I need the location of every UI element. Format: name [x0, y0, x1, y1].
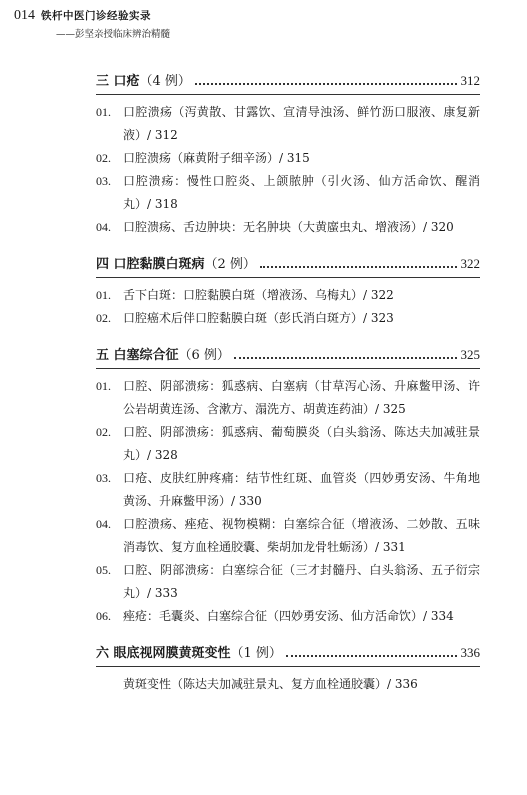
table-of-contents [96, 70, 480, 696]
section-case-count: （1 例） [230, 646, 282, 661]
entry-number: 01. [96, 288, 111, 302]
section-case-count: （4 例） [139, 74, 191, 89]
toc-entry [96, 170, 480, 216]
entry-number: 01. [96, 105, 111, 119]
section-case-count: （6 例） [178, 348, 230, 363]
entry-number: 06. [96, 609, 111, 623]
entry-text: 舌下白斑：口腔黏膜白斑（增液汤、乌梅丸）/ 322 [123, 288, 394, 302]
dot-leader [195, 83, 457, 85]
toc-entry [96, 513, 480, 559]
toc-entry [96, 101, 480, 147]
entry-text: 口腔、阴部溃疡：狐惑病、白塞病（甘草泻心汤、升麻鳖甲汤、许公岩胡黄连汤、含漱方、溻洗方、胡黄连药油）/ 325 [123, 379, 480, 416]
running-header [14, 8, 170, 40]
entry-number: 03. [96, 174, 111, 188]
entry-number: 04. [96, 517, 111, 531]
section-page: 336 [460, 645, 480, 660]
dot-leader [260, 266, 457, 268]
section-heading [96, 70, 480, 95]
entry-number: 02. [96, 311, 111, 325]
toc-entry [96, 375, 480, 421]
entry-text: 口腔溃疡（麻黄附子细辛汤）/ 315 [123, 151, 310, 165]
entry-text: 口腔、阴部溃疡：白塞综合征（三才封髓丹、白头翁汤、五子衍宗丸）/ 333 [123, 563, 480, 600]
section-page: 312 [460, 73, 480, 88]
dot-leader [286, 655, 457, 657]
toc-entry [96, 467, 480, 513]
section-heading [96, 344, 480, 369]
section-case-count: （2 例） [204, 257, 256, 272]
dot-leader [234, 357, 457, 359]
toc-entry [96, 284, 480, 307]
entry-text: 口腔溃疡：慢性口腔炎、上颌脓肿（引火汤、仙方活命饮、醒消丸）/ 318 [123, 174, 480, 211]
entry-number: 02. [96, 151, 111, 165]
toc-entry [96, 673, 480, 696]
section-heading [96, 253, 480, 278]
entry-text: 口腔癌术后伴口腔黏膜白斑（彭氏消白斑方）/ 323 [123, 311, 394, 325]
book-subtitle: ——彭坚亲授临床辨治精髓 [56, 29, 171, 40]
toc-entry [96, 307, 480, 330]
entry-number: 02. [96, 425, 111, 439]
entry-number: 05. [96, 563, 111, 577]
toc-entry [96, 216, 480, 239]
entry-text: 口腔溃疡、舌边肿块：无名肿块（大黄䗪虫丸、增液汤）/ 320 [123, 220, 454, 234]
section-heading [96, 642, 480, 667]
toc-entry [96, 605, 480, 628]
section-page: 325 [460, 347, 480, 362]
section-title: 五 白塞综合征 [96, 348, 179, 363]
page-number: 014 [14, 8, 35, 23]
toc-entry [96, 147, 480, 170]
section-page: 322 [460, 256, 480, 271]
section-title: 四 口腔黏膜白斑病 [96, 257, 205, 272]
entry-number: 04. [96, 220, 111, 234]
entry-number: 03. [96, 471, 111, 485]
entry-text: 口腔溃疡（泻黄散、甘露饮、宣清导浊汤、鲜竹沥口服液、康复新液）/ 312 [123, 105, 480, 142]
entry-text: 口腔溃疡、痤疮、视物模糊：白塞综合征（增液汤、二妙散、五味消毒饮、复方血栓通胶囊、柴胡加龙骨牡蛎汤）/ 331 [123, 517, 480, 554]
entry-text: 黄斑变性（陈达夫加减驻景丸、复方血栓通胶囊）/ 336 [123, 677, 418, 691]
entry-text: 口腔、阴部溃疡：狐惑病、葡萄膜炎（白头翁汤、陈达夫加减驻景丸）/ 328 [123, 425, 480, 462]
book-title: 铁杆中医门诊经验实录 [41, 10, 151, 22]
entry-text: 痤疮：毛囊炎、白塞综合征（四妙勇安汤、仙方活命饮）/ 334 [123, 609, 454, 623]
toc-entry [96, 421, 480, 467]
toc-entry [96, 559, 480, 605]
entry-number: 01. [96, 379, 111, 393]
section-title: 六 眼底视网膜黄斑变性 [96, 646, 231, 661]
section-title: 三 口疮 [96, 74, 140, 89]
entry-text: 口疮、皮肤红肿疼痛：结节性红斑、血管炎（四妙勇安汤、牛角地黄汤、升麻鳖甲汤）/ 330 [123, 471, 480, 508]
